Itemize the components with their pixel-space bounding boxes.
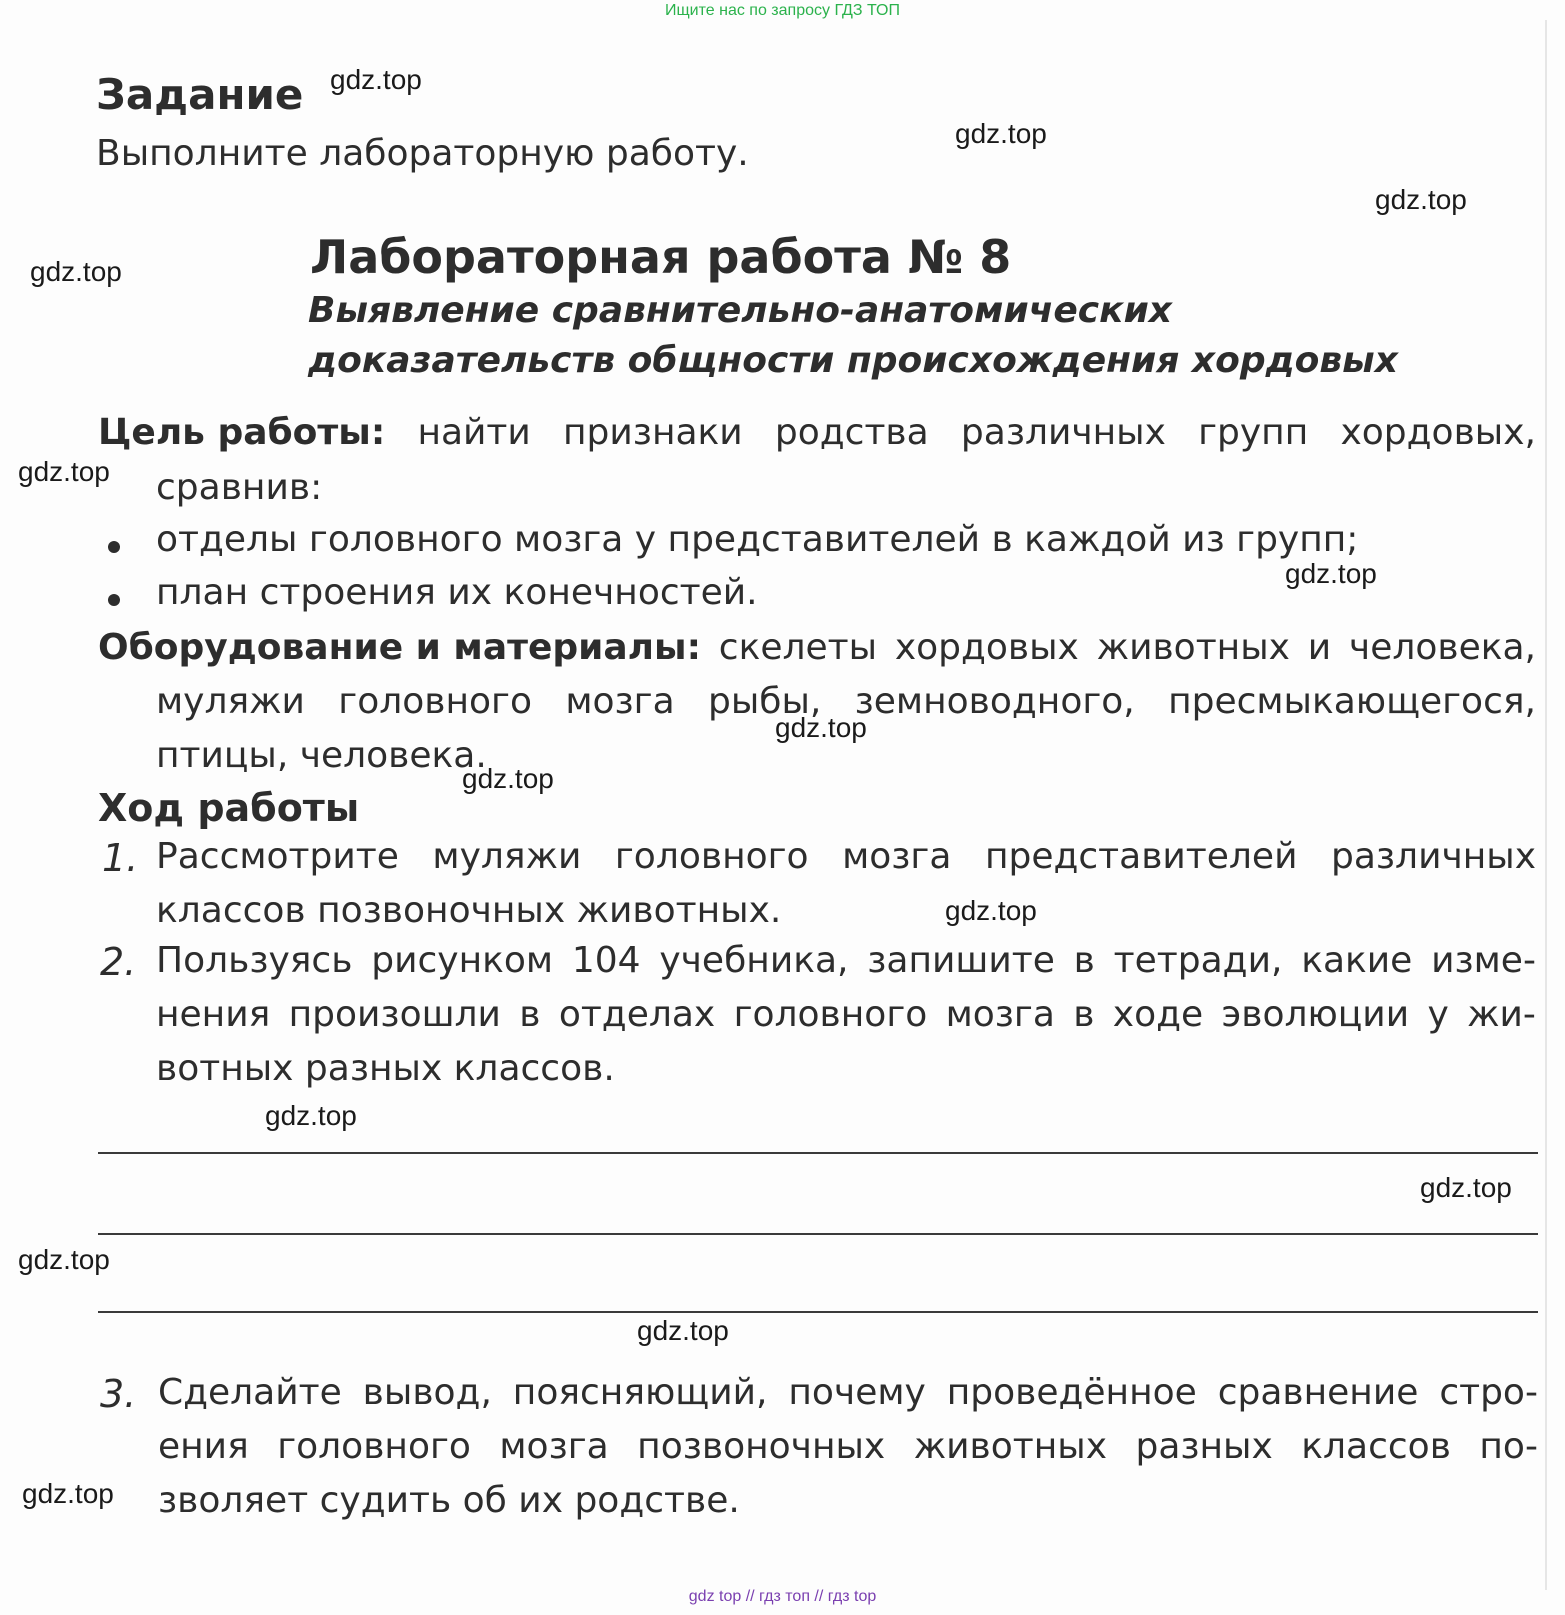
word: какие [1301, 940, 1413, 981]
word: земноводного, [854, 681, 1135, 722]
word: скелеты [718, 627, 878, 668]
word: 104 [571, 940, 641, 981]
step-1-line-2: классов позвоночных животных. [156, 890, 782, 931]
step-2-line-2 [156, 994, 1536, 1035]
word: мозга [565, 681, 675, 722]
word: произошли [288, 994, 501, 1035]
bullet-text: план строения их конечностей. [156, 572, 758, 613]
step-number: 1. [102, 836, 139, 880]
task-text: Выполните лабораторную работу. [96, 133, 749, 174]
word: эволюции [1221, 994, 1410, 1035]
word: по- [1479, 1426, 1538, 1467]
word: различных [960, 412, 1166, 453]
watermark: gdz.top [18, 456, 110, 487]
word: в [1073, 940, 1095, 981]
word: родства [774, 412, 929, 453]
watermark: gdz.top [30, 256, 122, 287]
word: Сделайте [158, 1372, 342, 1413]
word: хордовых [894, 627, 1079, 668]
word: головного [614, 836, 809, 877]
watermark: gdz.top [775, 712, 867, 743]
word: вывод, [362, 1372, 492, 1413]
word: сравнение [1217, 1372, 1419, 1413]
lab-subtitle-line-1: Выявление сравнительно-анатомических [308, 290, 1173, 331]
word: мозга [499, 1426, 609, 1467]
step-3-line-3: зволяет судить об их родстве. [158, 1480, 740, 1521]
word: и [1307, 627, 1332, 668]
word: отделах [558, 994, 716, 1035]
goal-line-1 [98, 412, 1536, 453]
word: человека, [1348, 627, 1536, 668]
watermark: gdz.top [1375, 184, 1467, 215]
goal-label: Цель работы: [98, 412, 386, 453]
watermark: gdz.top [955, 118, 1047, 149]
step-1-line-1 [156, 836, 1536, 877]
watermark: gdz.top [637, 1315, 729, 1346]
watermark: gdz.top [330, 64, 422, 95]
word: хордовых, [1340, 412, 1536, 453]
page-edge [1545, 20, 1547, 1590]
bottom-banner-link[interactable]: gdz top // гдз топ // гдз top [688, 1588, 877, 1605]
word: запишите [867, 940, 1055, 981]
word: проведённое [946, 1372, 1197, 1413]
equipment-label: Оборудование и материалы: [98, 627, 701, 668]
lab-title: Лабораторная работа № 8 [310, 230, 1012, 284]
word: головного [277, 1426, 471, 1467]
word: животных [1096, 627, 1290, 668]
word: жи- [1467, 994, 1536, 1035]
word: групп [1198, 412, 1309, 453]
step-3-line-2 [158, 1426, 1538, 1467]
bullet-dot-icon [108, 541, 120, 553]
equipment-line-3: птицы, человека. [156, 735, 487, 776]
lab-subtitle-line-2: доказательств общности происхождения хордовых [308, 340, 1398, 381]
word: в [1073, 994, 1095, 1035]
watermark: gdz.top [265, 1100, 357, 1131]
step-number: 2. [100, 940, 137, 984]
word: животных [913, 1426, 1107, 1467]
word: различных [1331, 836, 1536, 877]
step-3-line-1 [158, 1372, 1538, 1413]
word: мозга [945, 994, 1055, 1035]
answer-line[interactable] [98, 1233, 1538, 1235]
word: муляжи [156, 681, 305, 722]
watermark: gdz.top [1285, 558, 1377, 589]
word: почему [788, 1372, 926, 1413]
equipment-line-1 [98, 627, 1536, 668]
watermark: gdz.top [22, 1478, 114, 1509]
word: в [519, 994, 541, 1035]
step-2-line-1 [156, 940, 1536, 981]
word: муляжи [432, 836, 582, 877]
word: учебника, [659, 940, 849, 981]
step-2-line-3: вотных разных классов. [156, 1048, 615, 1089]
watermark: gdz.top [945, 895, 1037, 926]
word: ения [158, 1426, 249, 1467]
word: изме- [1431, 940, 1536, 981]
watermark: gdz.top [462, 763, 554, 794]
word: классов [1301, 1426, 1451, 1467]
watermark: gdz.top [18, 1244, 110, 1275]
word: представителей [984, 836, 1298, 877]
word: головного [338, 681, 532, 722]
task-title: Задание [96, 70, 304, 119]
word: Рассмотрите [156, 836, 399, 877]
word: ходе [1112, 994, 1204, 1035]
word: мозга [842, 836, 952, 877]
word: рисунком [371, 940, 554, 981]
word: признаки [563, 412, 743, 453]
top-banner-link[interactable]: Ищите нас по запросу ГДЗ ТОП [665, 2, 900, 19]
progress-title: Ход работы [98, 786, 360, 830]
answer-line[interactable] [98, 1311, 1538, 1313]
word: у [1427, 994, 1449, 1035]
answer-line[interactable] [98, 1152, 1538, 1154]
word: пресмыкающегося, [1168, 681, 1536, 722]
step-number: 3. [100, 1372, 137, 1416]
goal-line-2: сравнив: [156, 467, 323, 508]
word: стро- [1439, 1372, 1538, 1413]
bullet-text: отделы головного мозга у представителей в каждой из групп; [156, 519, 1359, 560]
word: найти [417, 412, 531, 453]
word: рыбы, [707, 681, 822, 722]
word: нения [156, 994, 271, 1035]
word: тетради, [1113, 940, 1283, 981]
word: головного [733, 994, 928, 1035]
word: позвоночных [637, 1426, 886, 1467]
word: поясняющий, [512, 1372, 768, 1413]
word: разных [1135, 1426, 1273, 1467]
word: Пользуясь [156, 940, 353, 981]
watermark: gdz.top [1420, 1172, 1512, 1203]
bullet-dot-icon [108, 594, 120, 606]
